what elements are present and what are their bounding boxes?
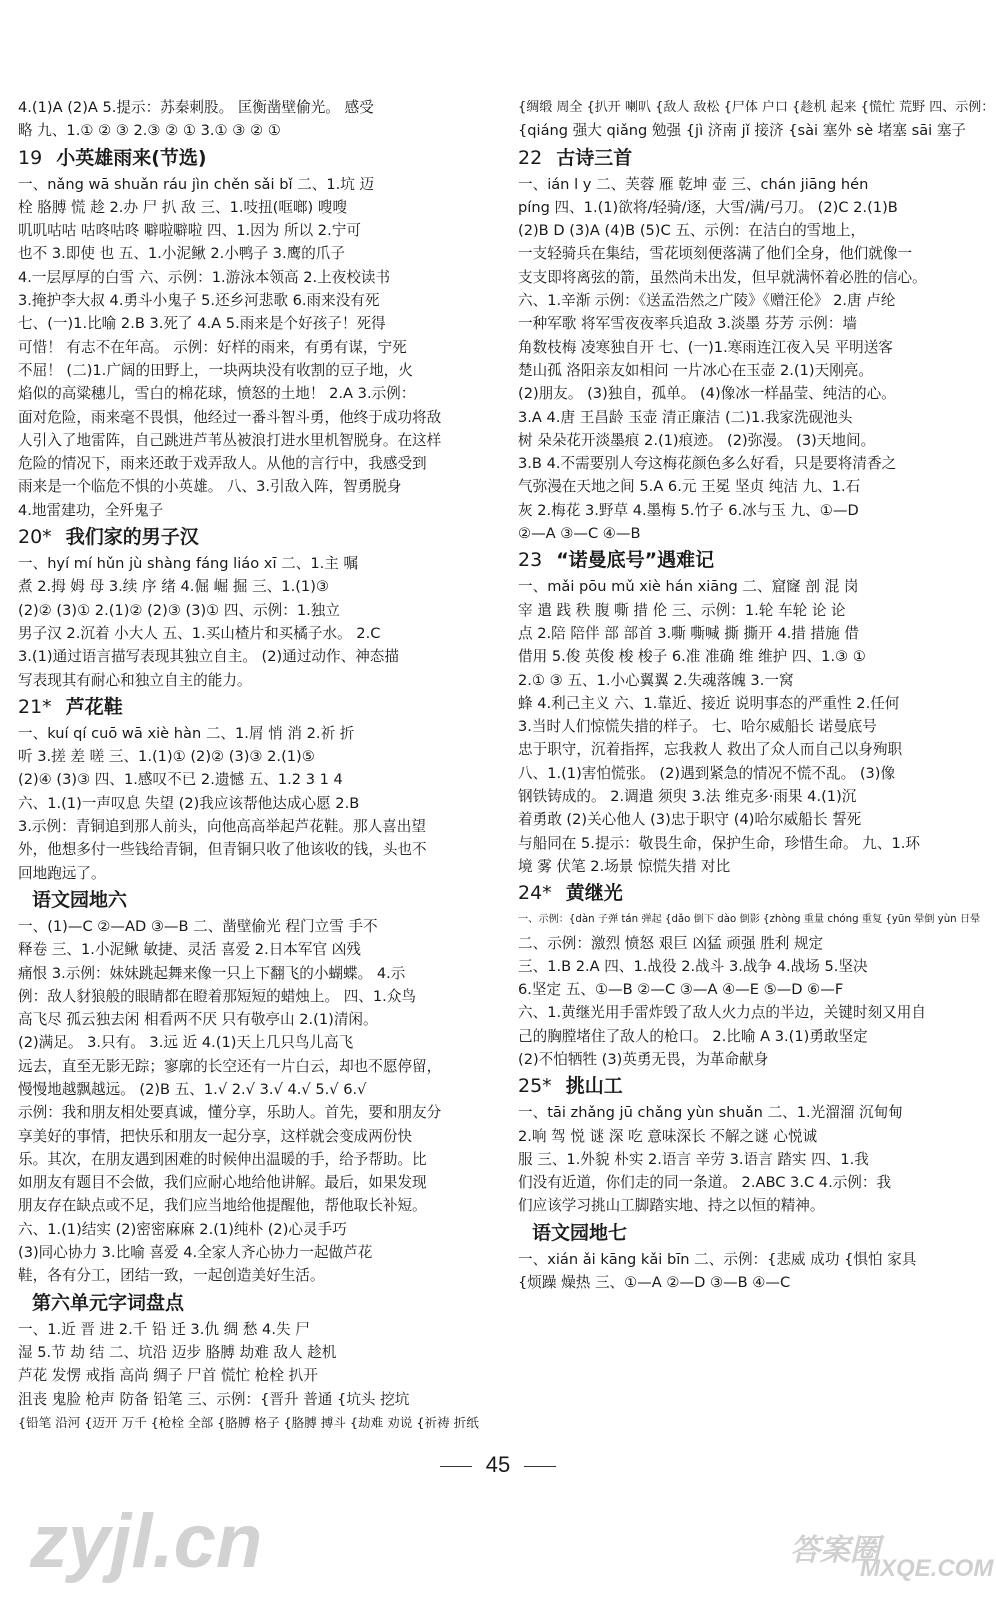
- answer-line: 与船同在 5.提示：敬畏生命，保护生命，珍惜生命。 九、1.环: [518, 834, 920, 852]
- answer-line: {qiáng 强大 qiǎng 勉强 {jì 济南 jǐ 接济 {sài 塞外 sè 堵塞 sāi 塞子: [518, 122, 967, 140]
- answer-line: 可惜！ 有志不在年高。 示例：好样的雨来，有勇有谋，宁死: [18, 338, 407, 356]
- answer-line: 2.① ③ 五、1.小心翼翼 2.失魂落魄 3.一窝: [518, 671, 794, 689]
- answer-line: (2)朋友。 (3)独自，孤单。 (4)像冰一样晶莹、纯洁的心。: [518, 385, 896, 403]
- section-title: 挑山工: [565, 1075, 623, 1098]
- answer-line: 煮 2.拇 姆 母 3.续 序 绪 4.倔 崛 掘 三、1.(1)③: [18, 578, 329, 596]
- answer-line: 朋友存在缺点或不足，我们应当地给他提醒他，帮他取长补短。: [18, 1197, 427, 1215]
- answer-line: 示例：我和朋友相处要真诚，懂分享，乐助人。首先，要和朋友分: [18, 1104, 442, 1122]
- answer-line: 3.掩护李大叔 4.勇斗小鬼子 5.还乡河悲歌 6.雨来没有死: [18, 292, 380, 310]
- section-heading: [18, 1288, 486, 1318]
- answer-line: 一、nǎng wā shuǎn ráu jìn chěn sǎi bǐ 二、1.坑 迈: [18, 175, 375, 193]
- answer-line: (2)不怕牺牲 (3)英勇无畏，为革命献身: [518, 1050, 769, 1068]
- answer-line: 一、(1)—C ②—AD ③—B 二、凿壁偷光 程门立雪 手不: [18, 917, 378, 935]
- section-heading: [518, 545, 996, 575]
- answer-line: 4.地雷建功，全歼鬼子: [18, 501, 164, 519]
- answer-line: 栓 胳膊 慌 趁 2.办 尸 扒 敌 三、1.吱扭(哐啷) 嗖嗖: [18, 198, 348, 216]
- answer-line: 二、示例：激烈 愤怒 艰巨 凶猛 顽强 胜利 规定: [518, 934, 824, 952]
- answer-line: 湿 5.节 劫 结 二、坑沿 迈步 胳膊 劫难 敌人 趁机: [18, 1343, 337, 1361]
- answer-block: [518, 1248, 996, 1295]
- right-column: [518, 96, 996, 1294]
- answer-line: 3.(1)通过语言描写表现其独立自主。 (2)通过动作、神态描: [18, 648, 399, 666]
- answer-line: 一、hyí mí hǔn jù shàng fáng liáo xī 二、1.主 嘱: [18, 555, 359, 573]
- answer-line: 例：敌人豺狼般的眼睛都在瞪着那短短的蜡烛上。 四、1.众鸟: [18, 987, 417, 1005]
- answer-line: 芦花 发愣 戒指 高尚 绸子 尸首 慌忙 枪栓 扒开: [18, 1367, 318, 1385]
- answer-line: 着勇敢 (2)关心他人 (3)忠于职守 (4)哈尔威船长 誓死: [518, 811, 862, 829]
- answer-line: 三、1.B 2.A 四、1.战役 2.战斗 3.战争 4.战场 5.坚决: [518, 957, 868, 975]
- answer-block: [518, 575, 996, 878]
- answer-line: 们应该学习挑山工脚踏实地、持之以恒的精神。: [518, 1197, 825, 1215]
- answer-line: 2.响 驾 悦 谜 深 吃 意味深长 不解之谜 心悦诚: [518, 1127, 818, 1145]
- section-number: 20*: [18, 526, 52, 549]
- section-number: 25*: [518, 1075, 552, 1098]
- section-heading: [18, 143, 486, 173]
- watermark-daanquan: 答案圈: [790, 1534, 880, 1567]
- answer-line: 享美好的事情，把快乐和朋友一起分享，这样就会变成两份快: [18, 1127, 413, 1145]
- answer-line: 回地跑远了。: [18, 864, 106, 882]
- answer-line: 面对危险，雨来毫不畏惧，他经过一番斗智斗勇，他终于成功将敌: [18, 408, 442, 426]
- left-column: [18, 96, 486, 1434]
- answer-line: 一、示例：{dàn 子弹 tán 弹起 {dǎo 倒下 dào 倒影 {zhòng 重量 chóng 重复 {yūn 晕倒 yùn 日晕: [518, 914, 981, 926]
- answer-line: 焰似的高粱穗儿，雪白的棉花球，愤怒的土地！ 2.A 3.示例：: [18, 385, 416, 403]
- answer-line: 一、tāi zhǎng jū chǎng yùn shuǎn 二、1.光溜溜 沉甸甸: [518, 1104, 903, 1122]
- section-title: 我们家的男子汉: [65, 526, 199, 549]
- answer-block: [18, 722, 486, 885]
- answer-line: 支支即将离弦的箭，虽然尚未出发，但早就满怀着必胜的信心。: [518, 268, 927, 286]
- answer-line: 释卷 三、1.小泥鳅 敏捷、灵活 喜爱 2.日本军官 凶残: [18, 941, 361, 959]
- answer-line: {绸缎 周全 {扒开 喇叭 {敌人 敌松 {尸体 户口 {趁机 起来 {慌忙 荒野 四、示例：: [518, 100, 995, 115]
- section-title: 小英雄雨来(节选): [56, 146, 207, 169]
- answer-line: 宰 遣 践 秩 腹 嘶 措 伦 三、示例：1.轮 车轮 论 论: [518, 601, 846, 619]
- answer-line: 们没有近道，你们走的同一条道。 2.ABC 3.C 4.示例：我: [518, 1174, 892, 1192]
- answer-line: 六、1.(1)一声叹息 失望 (2)我应该帮他达成心愿 2.B: [18, 794, 360, 812]
- answer-line: 也不 3.即使 也 五、1.小泥鳅 2.小鸭子 3.鹰的爪子: [18, 245, 345, 263]
- section-number: 23: [518, 549, 543, 572]
- answer-line: 写表现其有耐心和独立自主的能力。: [18, 671, 252, 689]
- answer-line: {铅笔 沿河 {迈开 万千 {枪栓 全部 {胳膊 格子 {胳膊 搏斗 {劫难 劝说 {祈祷 折纸: [18, 1414, 479, 1430]
- answer-line: (2)② (3)① 2.(1)② (2)③ (3)① 四、示例：1.独立: [18, 601, 340, 619]
- answer-block: [18, 915, 486, 1288]
- answer-block: [18, 173, 486, 522]
- answer-line: 服 三、1.外貌 朴实 2.语言 辛劳 3.语言 踏实 四、1.我: [518, 1150, 869, 1168]
- answer-line: 听 3.搓 差 嗟 三、1.(1)① (2)② (3)③ 2.(1)⑤: [18, 748, 315, 766]
- answer-block: [18, 1318, 486, 1434]
- answer-line: 己的胸膛堵住了敌人的枪口。 2.比喻 A 3.(1)勇敢坚定: [518, 1027, 868, 1045]
- answer-line: 鞋，各有分工，团结一致，一起创造美好生活。: [18, 1267, 325, 1285]
- section-heading: [18, 522, 486, 552]
- section-number: 21*: [18, 695, 52, 718]
- watermark-mxqe: MXQE.COM: [860, 1555, 994, 1582]
- answer-line: 4.一层厚厚的白雪 六、示例：1.游泳本领高 2.上夜校读书: [18, 268, 391, 286]
- answer-line: píng 四、1.(1)欲将/轻骑/逐，大雪/满/弓刀。 (2)C 2.(1)B: [518, 198, 898, 216]
- answer-line: 男子汉 2.沉着 小大人 五、1.买山楂片和买橘子水。 2.C: [18, 624, 381, 642]
- answer-line: 六、1.(1)结实 (2)密密麻麻 2.(1)纯朴 (2)心灵手巧: [18, 1220, 347, 1238]
- watermark-zyjl: zyjl.cn: [30, 1499, 263, 1584]
- answer-line: {烦躁 燥热 三、①—A ②—D ③—B ④—C: [518, 1274, 791, 1292]
- answer-line: 六、1.黄继光用手雷炸毁了敌人火力点的半边，关键时刻又用自: [518, 1004, 926, 1022]
- section-heading: [518, 1071, 996, 1101]
- answer-line: 3.当时人们惊慌失措的样子。 七、哈尔威船长 诺曼底号: [518, 718, 877, 736]
- footer-dash-right: [524, 1466, 556, 1467]
- answer-line: 一、1.近 晋 进 2.千 铅 迁 3.仇 绸 愁 4.失 尸: [18, 1320, 310, 1338]
- answer-line: 钢铁铸成的。 2.调遣 须臾 3.法 维克多·雨果 4.(1)沉: [518, 788, 857, 806]
- answer-line: 沮丧 鬼脸 枪声 防备 铅笔 三、示例：{晋升 普通 {坑头 挖坑: [18, 1390, 410, 1408]
- page-number-footer: [0, 1452, 996, 1478]
- answer-line: 6.坚定 五、①—B ②—C ③—A ④—E ⑤—D ⑥—F: [518, 981, 844, 999]
- answer-line: 八、1.(1)害怕慌张。 (2)遇到紧急的情况不慌不乱。 (3)像: [518, 764, 896, 782]
- answer-line: 境 雾 伏笔 2.场景 惊慌失措 对比: [518, 857, 731, 875]
- section-title: 语文园地七: [532, 1221, 628, 1244]
- answer-block: [18, 96, 486, 143]
- section-title: 第六单元字词盘点: [32, 1291, 185, 1314]
- answer-line: 乐。其次，在朋友遇到困难的时候伸出温暖的手，给予帮助。比: [18, 1150, 427, 1168]
- answer-line: 树 朵朵花开淡墨痕 2.(1)痕迹。 (2)弥漫。 (3)天地间。: [518, 431, 876, 449]
- answer-line: 一、kuí qí cuō wā xiè hàn 二、1.屑 悄 消 2.祈 折: [18, 724, 355, 742]
- answer-line: 一、mǎi pōu mǔ xiè hán xiāng 二、窟窿 剖 混 岗: [518, 578, 859, 596]
- answer-line: 六、1.辛渐 示例：《送孟浩然之广陵》《赠汪伦》 2.唐 卢纶: [518, 292, 896, 310]
- answer-line: (2)B D (3)A (4)B (5)C 五、示例：在洁白的雪地上，: [518, 222, 866, 240]
- section-title: 语文园地六: [32, 888, 128, 911]
- answer-line: 一、ián l y 二、芙蓉 雁 乾坤 壶 三、chán jiāng hén: [518, 175, 869, 193]
- answer-line: 不屈！ (二)1.广阔的田野上，一块两块没有收割的豆子地，火: [18, 361, 413, 379]
- answer-line: (2)④ (3)③ 四、1.感叹不已 2.遗憾 五、1.2 3 1 4: [18, 771, 343, 789]
- answer-line: 3.A 4.唐 王昌龄 玉壶 清正廉洁 (二)1.我家洗砚池头: [518, 408, 853, 426]
- answer-line: 略 九、1.① ② ③ 2.③ ② ① 3.① ③ ② ①: [18, 122, 281, 140]
- section-title: 古诗三首: [556, 146, 633, 169]
- answer-block: [518, 173, 996, 546]
- answer-line: ②—A ③—C ④—B: [518, 525, 641, 543]
- answer-line: 3.示例：青铜追到那人前头，向他高高举起芦花鞋。那人喜出望: [18, 818, 426, 836]
- answer-line: 外，他想多付一些钱给青铜，但青铜只收了他该收的钱，头也不: [18, 841, 427, 859]
- footer-dash-left: [440, 1466, 472, 1467]
- answer-line: 一、xián ǎi kāng kǎi bīn 二、示例：{悲威 成功 {惧怕 家具: [518, 1250, 917, 1268]
- section-number: 24*: [518, 882, 552, 905]
- answer-line: 点 2.陪 陪伴 部 部首 3.嘶 嘶喊 撕 撕开 4.措 措施 借: [518, 624, 859, 642]
- section-heading: [518, 143, 996, 173]
- answer-line: 气弥漫在天地之间 5.A 6.元 王冕 坚贞 纯洁 九、1.石: [518, 478, 861, 496]
- answer-line: 远去，直至无影无踪；寥廓的长空还有一片白云，却也不愿停留，: [18, 1057, 442, 1075]
- answer-line: 楚山孤 洛阳亲友如相问 一片冰心在玉壶 2.(1)天刚亮。: [518, 361, 873, 379]
- section-heading: [18, 885, 486, 915]
- answer-block: [18, 552, 486, 692]
- answer-line: 角数枝梅 凌寒独自开 七、(一)1.寒雨连江夜入吴 平明送客: [518, 338, 893, 356]
- answer-line: 叽叽咕咕 咕咚咕咚 噼啦噼啦 四、1.因为 所以 2.宁可: [18, 222, 361, 240]
- answer-line: (2)满足。 3.只有。 3.远 近 4.(1)天上几只鸟儿高飞: [18, 1034, 354, 1052]
- answer-line: 人引入了地雷阵，自己跳进芦苇丛被浪打进水里机智脱身。在这样: [18, 431, 442, 449]
- answer-block: [518, 1101, 996, 1217]
- answer-line: 蜂 4.利己主义 六、1.靠近、接近 说明事态的严重性 2.任何: [518, 694, 900, 712]
- answer-line: 雨来是一个临危不惧的小英雄。 八、3.引敌入阵，智勇脱身: [18, 478, 402, 496]
- answer-line: 如朋友有题目不会做，我们应耐心地给他讲解。最后，如果发现: [18, 1174, 427, 1192]
- answer-line: 高飞尽 孤云独去闲 相看两不厌 只有敬亭山 2.(1)清闲。: [18, 1011, 378, 1029]
- answer-line: 一种军歌 将军雪夜夜率兵追敌 3.淡墨 芬芳 示例：墙: [518, 315, 857, 333]
- answer-line: 忠于职守，沉着指挥，忘我救人 救出了众人而自己以身殉职: [518, 741, 903, 759]
- page-number: 45: [485, 1452, 511, 1477]
- answer-line: (3)同心协力 3.比喻 喜爱 4.全家人齐心协力一起做芦花: [18, 1244, 373, 1262]
- section-heading: [18, 692, 486, 722]
- answer-line: 借用 5.俊 英俊 梭 梭子 6.准 准确 维 维护 四、1.③ ①: [518, 648, 866, 666]
- answer-line: 危险的情况下，雨来还敢于戏弄敌人。从他的言行中，我感受到: [18, 455, 427, 473]
- answer-block: [518, 908, 996, 1071]
- answer-line: 慢慢地越飘越远。 (2)B 五、1.√ 2.√ 3.√ 4.√ 5.√ 6.√: [18, 1080, 367, 1098]
- answer-block: [518, 96, 996, 143]
- answer-line: 痛恨 3.示例：妹妹跳起舞来像一只上下翻飞的小蝴蝶。 4.示: [18, 964, 406, 982]
- answer-line: 一支轻骑兵在集结，雪花顷刻便落满了他们全身，他们就像一: [518, 245, 913, 263]
- section-heading: [518, 878, 996, 908]
- section-title: 黄继光: [565, 882, 623, 905]
- answer-line: 4.(1)A (2)A 5.提示：苏秦刺股。 匡衡凿壁偷光。 感受: [18, 99, 374, 116]
- section-title: 芦花鞋: [65, 695, 123, 718]
- answer-line: 七、(一)1.比喻 2.B 3.死了 4.A 5.雨来是个好孩子！死得: [18, 315, 386, 333]
- section-number: 19: [18, 146, 43, 169]
- answer-line: 3.B 4.不需要别人夸这梅花颜色多么好看，只是要将清香之: [518, 455, 897, 473]
- section-title: “诺曼底号”遇难记: [556, 549, 715, 572]
- section-number: 22: [518, 146, 543, 169]
- section-heading: [518, 1218, 996, 1248]
- answer-line: 灰 2.梅花 3.野草 4.墨梅 5.竹子 6.冰与玉 九、①—D: [518, 501, 859, 519]
